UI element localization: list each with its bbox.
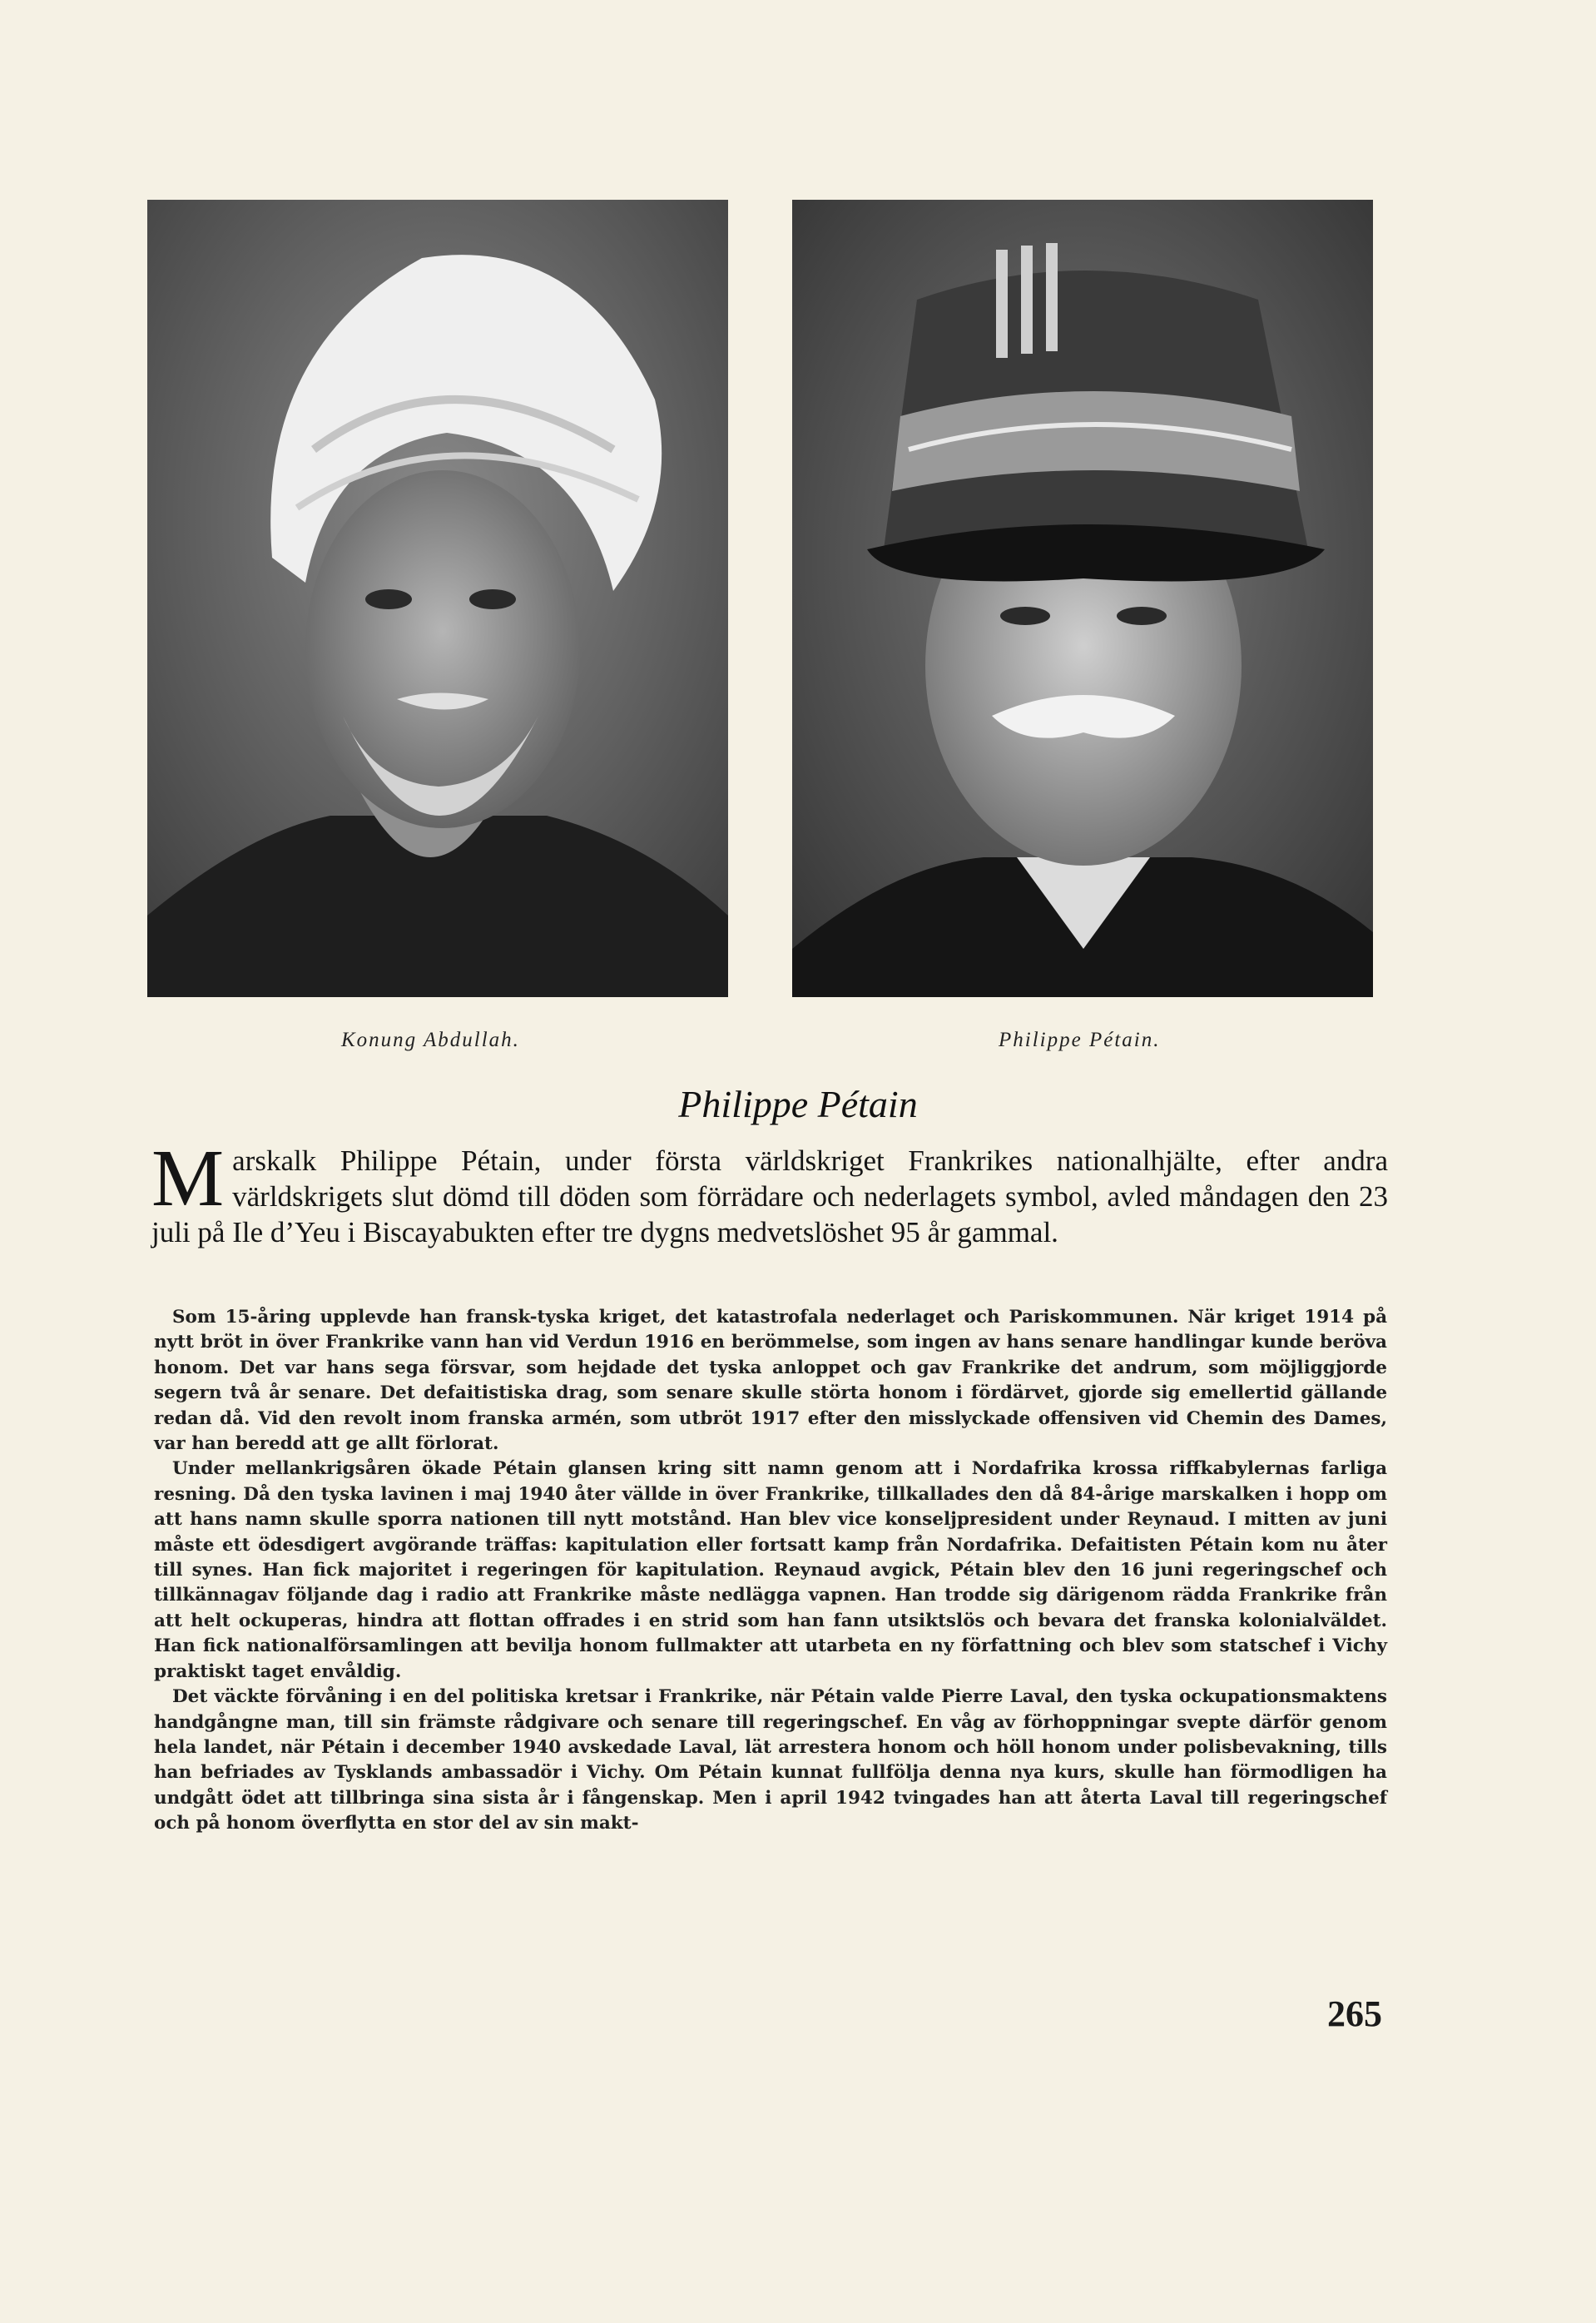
body-paragraph: Under mellankrigsåren ökade Pétain glansen kring sitt namn genom att i Nordafrika krossa riffkabylernas farliga resning. Då den tyska lavinen i maj 1940 åter vällde in över Frankrike, tillkallades den då 84-årige marskalken i hopp om att hans namn skulle sporra nationen till nytt motstånd. Han blev vice konseljpresident under Reynaud. I mitten av juni måste ett ödesdigert avgörande träffas: kapitulation eller fortsatt kamp från Nordafrika. Defaitisten Pétain kom nu åter till synes. Han fick majoritet i regeringen för kapitulation. Reynaud avgick, Pétain blev den 16 juni regeringschef och tillkännagav följande dag i radio att Frankrike måste nedlägga vapnen. Han trodde sig därigenom rädda Frankrike från att helt ockuperas, hindra att flottan offrades i en strid som han fann utsiktslös och bevara det franska kolonialväldet. Han fick nationalförsamlingen att bevilja honom fullmakter att utarbeta en ny författning och blev som statschef i Vichy praktiskt taget envåldig. <box>154 1458 1387 1682</box>
portrait-abdullah-image <box>147 200 728 997</box>
lead-text: arskalk Philippe Pétain, under första världskriget Frankrikes nationalhjälte, efter andra världskrigets slut dömd till döden som förrädare och nederlagets symbol, avled måndagen den 23 juli på Ile d’Yeu i Biscayabukten efter tre dygns medvetslöshet 95 år gammal. <box>151 1144 1388 1248</box>
lead-paragraph <box>151 1134 1388 1250</box>
portrait-photo-petain <box>792 200 1373 997</box>
page-number: 265 <box>1327 1993 1382 2034</box>
caption-left: Konung Abdullah. <box>341 1029 520 1051</box>
portrait-photo-abdullah <box>147 200 728 997</box>
caption-right: Philippe Pétain. <box>999 1029 1161 1051</box>
body-paragraph: Det väckte förvåning i en del politiska kretsar i Frankrike, när Pétain valde Pierre Laval, den tyska ockupationsmaktens handgångne man, till sin främste rådgivare och senare till regeringschef. En våg av förhoppningar svepte därför genom hela landet, när Pétain i december 1940 avskedade Laval, lät arrestera honom och höll honom under polisbevakning, tills han befriades av Tysklands ambassadör i Vichy. Om Pétain kunnat fullfölja denna nya kurs, skulle han förmodligen ha undgått ödet att tillbringa sina sista år i fångenskap. Men i april 1942 tvingades han att återta Laval till regeringschef och på honom överflytta en stor del av sin makt- <box>154 1686 1387 1834</box>
article-heading: Philippe Pétain <box>678 1083 918 1125</box>
drop-cap: M <box>151 1134 225 1224</box>
body-paragraph: Som 15-åring upplevde han fransk-tyska kriget, det katastrofala nederlaget och Pariskommunen. När kriget 1914 på nytt bröt in över Frankrike vann han vid Verdun 1916 en berömmelse, som ingen av hans senare handlingar kunde beröva honom. Det var hans sega försvar, som hejdade det tyska anloppet och gav Frankrike det andrum, som möjliggjorde segern två år senare. Det defaitistiska drag, som senare skulle störta honom i fördärvet, gjorde sig emellertid gällande redan då. Vid den revolt inom franska armén, som utbröt 1917 efter den misslyckade offensiven vid Chemin des Dames, var han beredd att ge allt förlorat. <box>154 1307 1387 1455</box>
portrait-petain-image <box>792 200 1373 997</box>
article-body <box>154 1305 1387 1837</box>
